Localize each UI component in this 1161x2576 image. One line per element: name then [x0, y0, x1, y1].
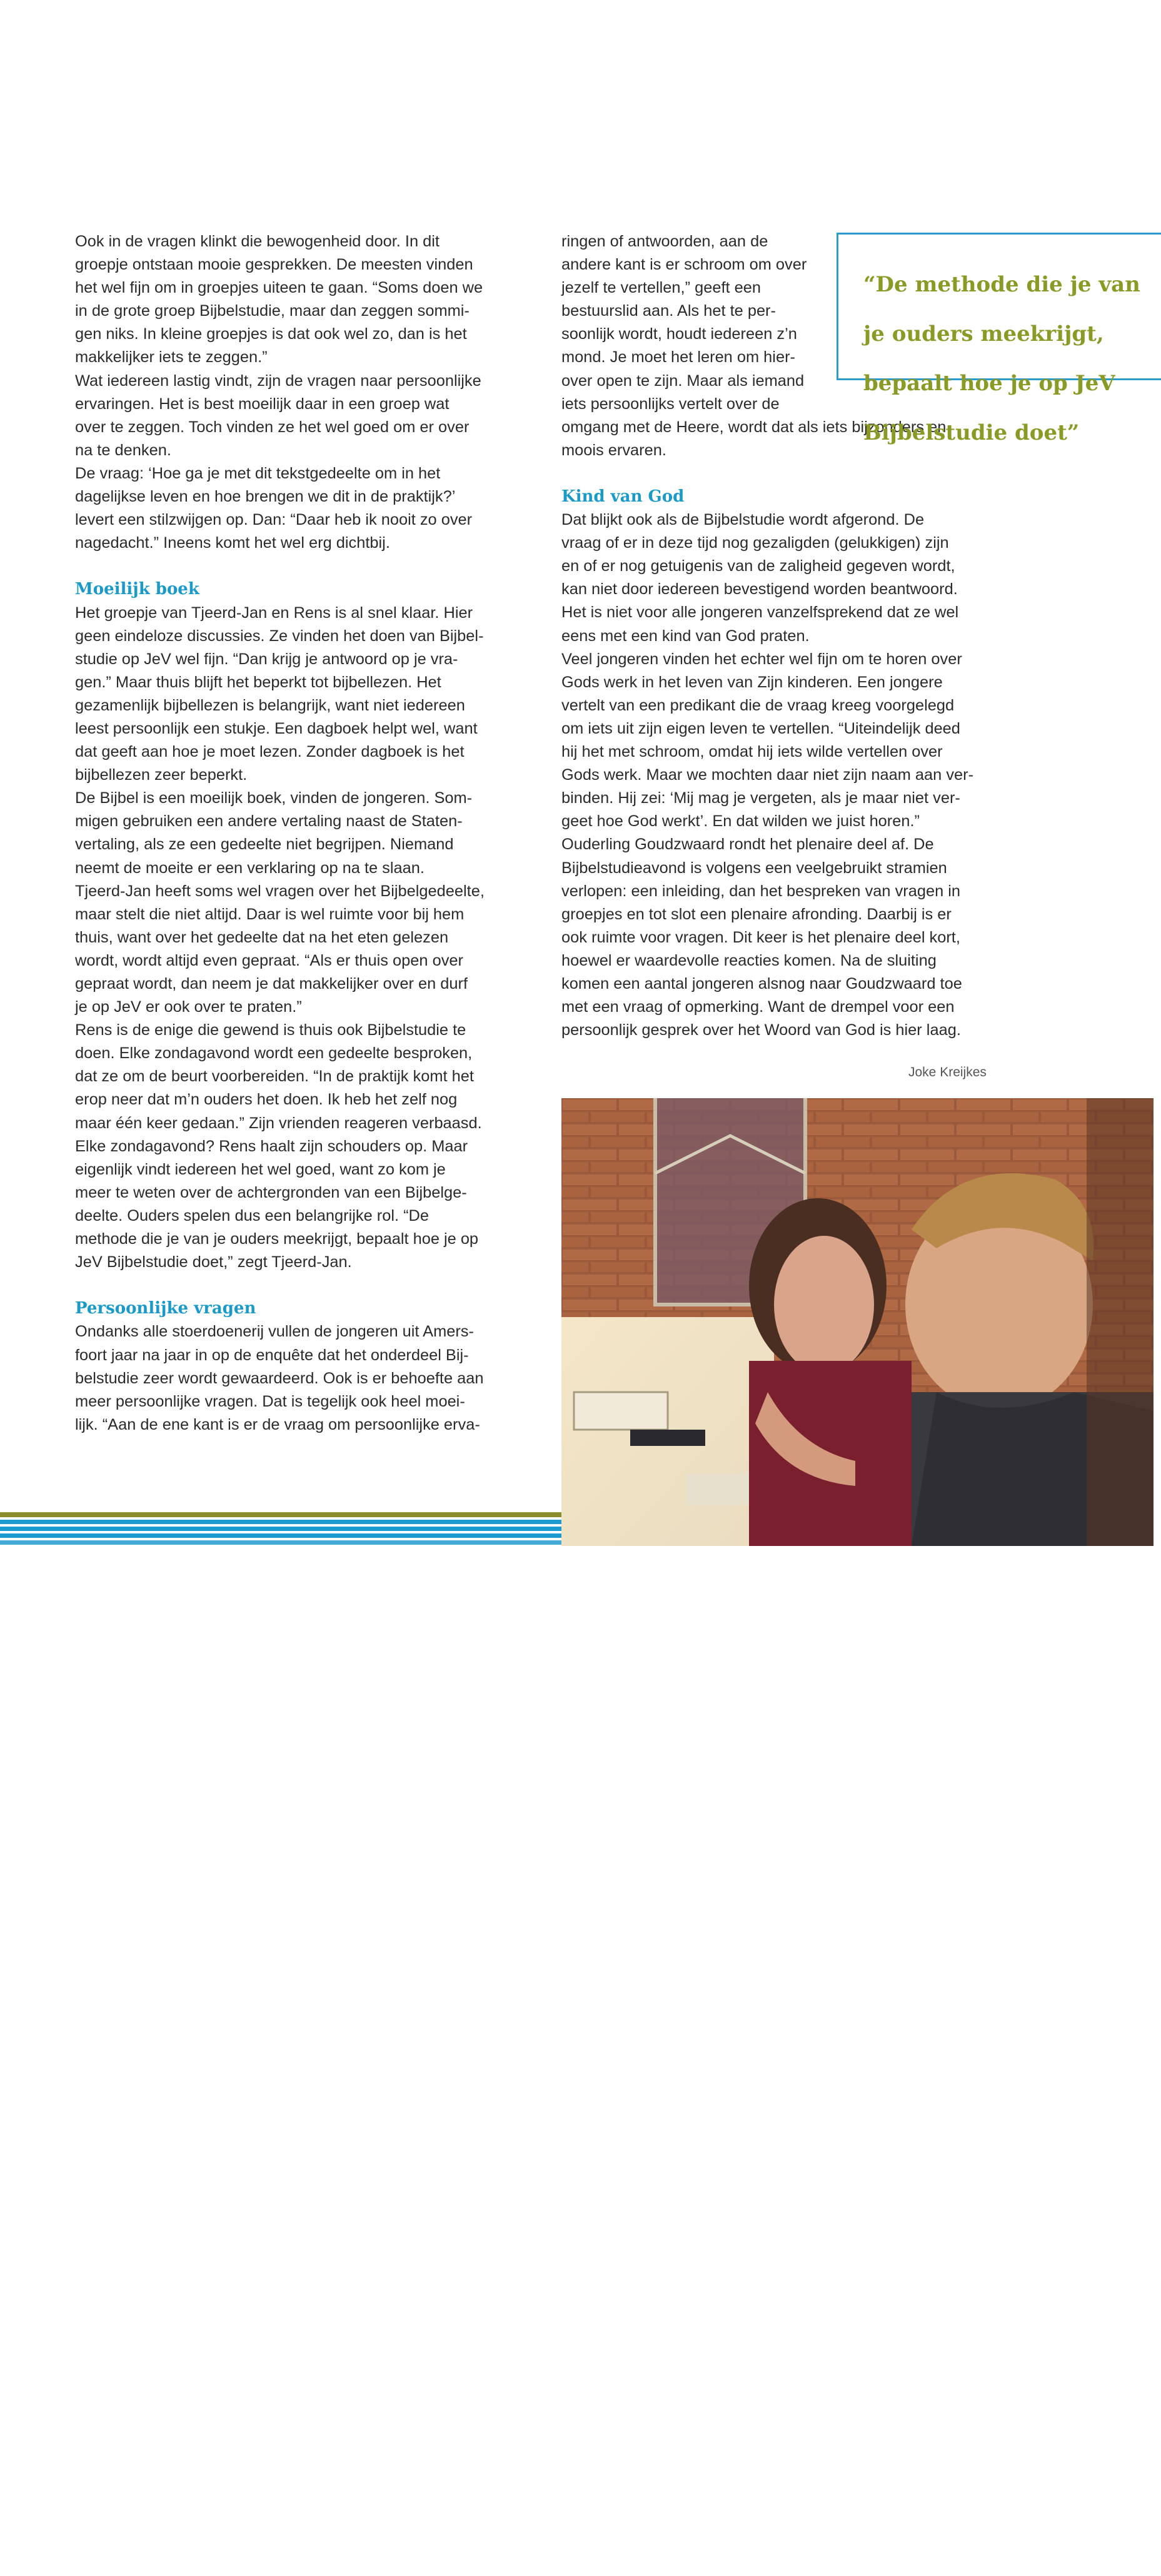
text-line: erop neer dat m’n ouders het doen. Ik heb het zelf nog: [75, 1091, 458, 1109]
author-credit: Joke Kreijkes: [908, 1065, 987, 1079]
text-line: andere kant is er schroom om over: [561, 256, 807, 274]
text-line: met een vraag of opmerking. Want de drempel voor een: [561, 998, 955, 1016]
text-line: en of er nog getuigenis van de zaligheid gegeven wordt,: [561, 557, 955, 575]
stripe-blue-3: [0, 1533, 561, 1538]
heading-moeilijk-boek: Moeilijk boek: [75, 580, 199, 599]
article-left-column: [75, 230, 513, 1437]
text-line: ook ruimte voor vragen. Dit keer is het plenaire deel kort,: [561, 928, 960, 946]
persoonlijke-vragen-paragraphs: [75, 1320, 513, 1436]
stripe-blue-1: [0, 1520, 561, 1524]
stripe-blue-2: [0, 1527, 561, 1531]
text-line: studie op JeV wel fijn. “Dan krijg je antwoord op je vra-: [75, 650, 458, 668]
pullquote-line: Bijbelstudie doet”: [863, 420, 1080, 445]
text-line: meer te weten over de achtergronden van een Bijbelge-: [75, 1183, 467, 1201]
text-line: vertaling, als ze een gedeelte niet begrijpen. Niemand: [75, 836, 454, 854]
text-line: wordt, wordt altijd even gepraat. “Als er thuis open over: [75, 951, 463, 969]
text-line: Gods werk. Maar we mochten daar niet zijn naam aan ver-: [561, 766, 974, 784]
text-line: kan niet door iedereen bevestigend worden beantwoord.: [561, 580, 958, 599]
text-line: hij het met schroom, omdat hij iets wilde vertellen over: [561, 743, 943, 761]
right-top-narrow-lines: [561, 230, 824, 416]
text-line: mond. Je moet het leren om hier-: [561, 348, 795, 366]
text-line: om iets uit zijn eigen leven te vertellen. “Uiteindelijk deed: [561, 719, 960, 737]
text-line: deelte. Ouders spelen dus een belangrijke rol. “De: [75, 1206, 429, 1225]
text-line: De Bijbel is een moeilijk boek, vinden de jongeren. Som-: [75, 789, 473, 807]
pullquote-text: [863, 250, 1157, 468]
text-line: dat geeft aan hoe je moet lezen. Zonder dagboek is het: [75, 743, 465, 761]
text-line: thuis, want over het gedeelte dat na het eten gelezen: [75, 928, 449, 946]
text-line: Gods werk in het leven van Zijn kinderen. Een jongere: [561, 673, 943, 691]
text-line: na te denken.: [75, 441, 171, 459]
text-line: eens met een kind van God praten.: [561, 627, 810, 645]
text-line: Tjeerd-Jan heeft soms wel vragen over het Bijbelgedeelte,: [75, 882, 485, 900]
text-line: belstudie zeer wordt gewaardeerd. Ook is er behoefte aan: [75, 1369, 484, 1387]
text-line: nagedacht.” Ineens komt het wel erg dichtbij.: [75, 534, 390, 552]
text-line: hoewel er waardevolle reacties komen. Na de sluiting: [561, 951, 937, 969]
text-line: ringen of antwoorden, aan de: [561, 233, 768, 250]
page-number: 11: [1102, 2557, 1123, 2576]
text-line: verlopen: een inleiding, dan het bespreken van vragen in: [561, 882, 961, 900]
text-line: groepjes en tot slot een plenaire afronding. Daarbij is er: [561, 905, 952, 923]
text-line: dagelijkse leven en hoe brengen we dit in de praktijk?’: [75, 488, 456, 506]
text-line: Ouderling Goudzwaard rondt het plenaire deel af. De: [561, 836, 934, 854]
text-line: je op JeV er ook over te praten.”: [75, 998, 302, 1016]
stripe-blue-4: [0, 1540, 561, 1545]
text-line: maar één keer gedaan.” Zijn vrienden reageren verbaasd.: [75, 1114, 482, 1132]
text-line: over open te zijn. Maar als iemand: [561, 371, 805, 390]
text-line: makkelijker iets te zeggen.”: [75, 348, 268, 366]
kind-van-god-paragraphs: [561, 508, 999, 1042]
text-line: gepraat wordt, dan neem je dat makkelijker over en durf: [75, 975, 468, 993]
text-line: lijk. “Aan de ene kant is er de vraag om persoonlijke erva-: [75, 1415, 480, 1433]
article-right-column: [561, 485, 999, 1042]
text-line: vraag of er in deze tijd nog gezaligden (gelukkigen) zijn: [561, 534, 949, 552]
text-line: Het is niet voor alle jongeren vanzelfsprekend dat ze wel: [561, 604, 959, 622]
text-line: foort jaar na jaar in op de enquête dat het onderdeel Bij-: [75, 1346, 469, 1364]
text-line: komen een aantal jongeren alsnog naar Goudzwaard toe: [561, 974, 962, 993]
text-line: vertelt van een predikant die de vraag kreeg voorgelegd: [561, 696, 955, 714]
text-line: bestuurslid aan. Als het te per-: [561, 302, 776, 320]
text-line: geen eindeloze discussies. Ze vinden het doen van Bijbel-: [75, 627, 484, 645]
text-line: gen niks. In kleine groepjes is dat ook wel zo, dan is het: [75, 325, 467, 343]
text-line: De vraag: ‘Hoe ga je met dit tekstgedeelte om in het: [75, 464, 441, 482]
text-line: gezamenlijk bijbellezen is belangrijk, want niet iedereen: [75, 696, 465, 714]
heading-kind-van-god: Kind van God: [561, 487, 685, 506]
text-line: moois ervaren.: [561, 441, 666, 459]
text-line: persoonlijk gesprek over het Woord van God is hier laag.: [561, 1021, 961, 1039]
pullquote-line: “De methode die je van: [863, 272, 1140, 297]
text-line: doen. Elke zondagavond wordt een gedeelte besproken,: [75, 1044, 473, 1063]
text-line: geet hoe God werkt’. En dat wilden we juist horen.”: [561, 812, 920, 831]
heading-persoonlijke-vragen: Persoonlijke vragen: [75, 1299, 256, 1318]
text-line: migen gebruiken een andere vertaling naast de Staten-: [75, 812, 463, 831]
moeilijk-boek-paragraphs: [75, 602, 513, 1275]
text-line: over te zeggen. Toch vinden ze het wel goed om er over: [75, 418, 470, 436]
pullquote-line: bepaalt hoe je op JeV: [863, 371, 1115, 396]
text-line: Elke zondagavond? Rens haalt zijn schouders op. Maar: [75, 1137, 468, 1155]
text-line: meer persoonlijke vragen. Dat is tegelijk ook heel moei-: [75, 1392, 465, 1410]
text-line: bijbellezen zeer beperkt.: [75, 766, 248, 784]
text-line: in de grote groep Bijbelstudie, maar dan zeggen sommi-: [75, 302, 470, 320]
text-line: het wel fijn om in groepjes uiteen te gaan. “Soms doen we: [75, 279, 483, 297]
text-line: soonlijk wordt, houdt iedereen z’n: [561, 325, 797, 343]
text-line: dat ze om de beurt voorbereiden. “In de praktijk komt het: [75, 1068, 474, 1086]
text-line: jezelf te vertellen,” geeft een: [561, 279, 761, 297]
text-line: eigenlijk vindt iedereen het wel goed, want zo kom je: [75, 1160, 446, 1178]
text-line: JeV Bijbelstudie doet,” zegt Tjeerd-Jan.: [75, 1253, 352, 1271]
text-line: neemt de moeite er een verklaring op na te slaan.: [75, 859, 425, 877]
intro-paragraphs: [75, 230, 513, 555]
text-line: ervaringen. Het is best moeilijk daar in een groep wat: [75, 395, 450, 413]
text-line: Dat blijkt ook als de Bijbelstudie wordt afgerond. De: [561, 511, 925, 529]
text-line: Rens is de enige die gewend is thuis ook Bijbelstudie te: [75, 1021, 466, 1039]
text-line: methode die je van je ouders meekrijgt, bepaalt hoe je op: [75, 1230, 479, 1248]
text-line: gen.” Maar thuis blijft het beperkt tot bijbellezen. Het: [75, 673, 441, 691]
article-right-column-top: [561, 230, 947, 462]
photo-two-students: [561, 1098, 1153, 2576]
text-line: binden. Hij zei: ‘Mij mag je vergeten, als je maar niet ver-: [561, 789, 960, 807]
text-line: Bijbelstudieavond is volgens een veelgebruikt stramien: [561, 859, 947, 877]
text-line: iets persoonlijks vertelt over de: [561, 395, 780, 413]
text-line: Het groepje van Tjeerd-Jan en Rens is al snel klaar. Hier: [75, 604, 473, 622]
text-line: Wat iedereen lastig vindt, zijn de vragen naar persoonlijke: [75, 371, 481, 390]
text-line: levert een stilzwijgen op. Dan: “Daar heb ik nooit zo over: [75, 511, 473, 529]
photo-illustration: [561, 1098, 1153, 1546]
text-line: Ondanks alle stoerdoenerij vullen de jongeren uit Amers-: [75, 1323, 474, 1341]
stripe-olive: [0, 1512, 561, 1517]
text-line: Ook in de vragen klinkt die bewogenheid door. In dit: [75, 233, 440, 250]
text-line: Veel jongeren vinden het echter wel fijn om te horen over: [561, 650, 962, 668]
pullquote-box: [837, 233, 1161, 445]
text-line: maar stelt die niet altijd. Daar is wel ruimte voor bij hem: [75, 905, 465, 923]
text-line: leest persoonlijk een stukje. Een dagboek helpt wel, want: [75, 719, 478, 737]
text-line: groepje ontstaan mooie gesprekken. De meesten vinden: [75, 256, 473, 274]
pullquote-line: je ouders meekrijgt,: [863, 321, 1104, 346]
text-line: omgang met de Heere, wordt dat als iets bijzonders en: [561, 418, 947, 436]
